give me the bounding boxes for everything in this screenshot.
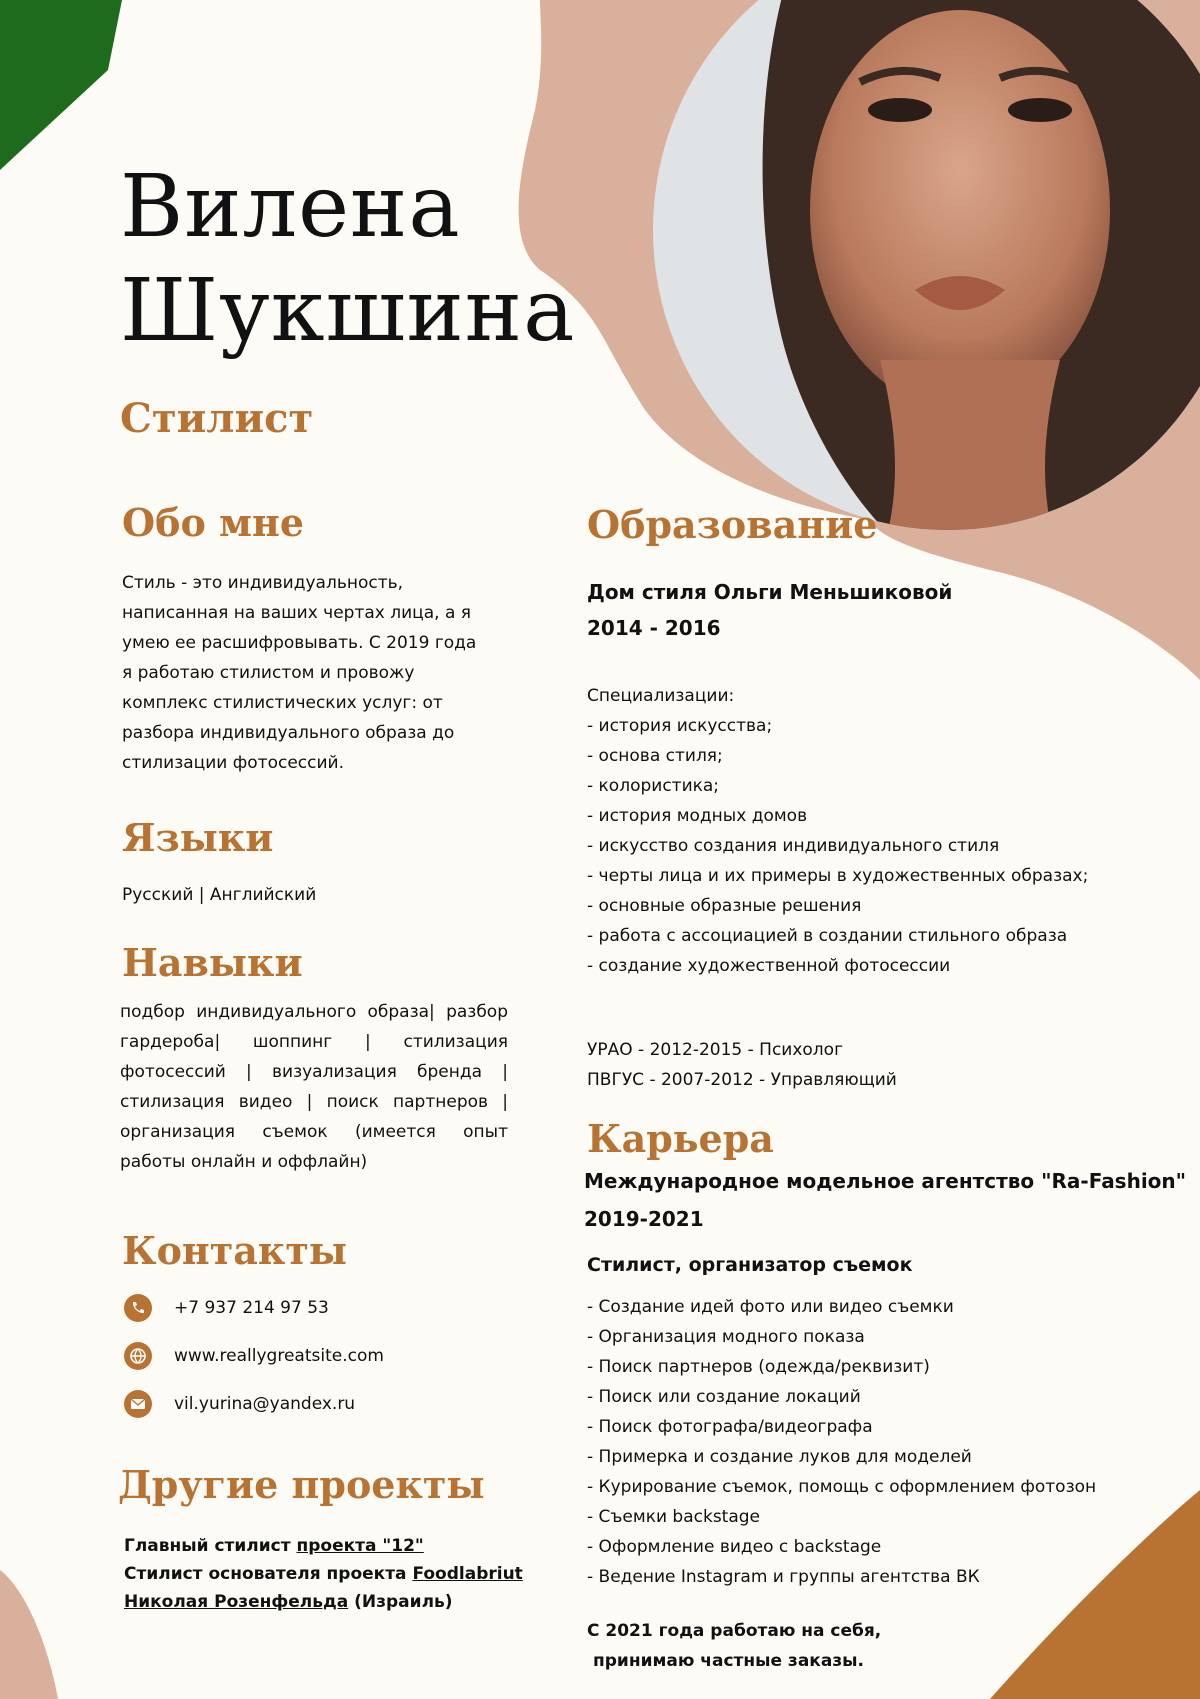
portrait-photo — [640, 0, 1200, 560]
education-other-list — [587, 1035, 897, 1095]
career-note-line-2: принимаю частные заказы. — [593, 1651, 865, 1671]
education-spec-title: Специализации: — [587, 686, 735, 706]
person-name — [120, 155, 575, 363]
education-school: Дом стиля Ольги Меньшиковой — [587, 580, 953, 604]
list-item: - Примерка и создание луков для моделей — [587, 1447, 972, 1467]
contact-website-text: www.reallygreatsite.com — [174, 1346, 384, 1366]
languages-heading: Языки — [122, 815, 274, 860]
contact-phone[interactable] — [124, 1292, 384, 1324]
list-item: - история модных домов — [587, 806, 808, 826]
list-item: - Поиск фотографа/видеографа — [587, 1417, 873, 1437]
career-company: Международное модельное агентство "Ra-Fashion" — [584, 1169, 1187, 1193]
green-corner-shape — [0, 0, 122, 170]
list-item: - основа стиля; — [587, 746, 723, 766]
contacts-heading: Контакты — [122, 1228, 347, 1273]
education-school-block — [587, 574, 952, 646]
career-note-line-1: С 2021 года работаю на себя, — [587, 1621, 882, 1641]
first-name: Вилена — [120, 157, 461, 257]
list-item: - Создание идей фото или видео съемки — [587, 1297, 954, 1317]
career-position: Стилист, организатор съемок — [587, 1254, 913, 1276]
list-item: - создание художественной фотосессии — [587, 956, 951, 976]
education-years: 2014 - 2016 — [587, 616, 721, 640]
career-heading: Карьера — [587, 1116, 774, 1161]
list-item: - основные образные решения — [587, 896, 862, 916]
contact-website[interactable] — [124, 1340, 384, 1372]
list-item: - Поиск партнеров (одежда/реквизит) — [587, 1357, 930, 1377]
career-company-block — [584, 1162, 1186, 1238]
phone-icon — [124, 1294, 152, 1322]
project-2-prefix: Стилист основателя проекта — [124, 1564, 413, 1584]
project-3-link[interactable]: Николая Розенфельда — [124, 1592, 349, 1612]
about-text: Стиль - это индивидуальность, написанная на ваших чертах лица, а я умею ее расшифровывать. С 2019 года я работаю стилистом и провожу комплекс стилистических услуг: от разбора индивидуального образа до стилизации фотосессий. — [122, 573, 477, 773]
contact-phone-text: +7 937 214 97 53 — [174, 1298, 329, 1318]
list-item: - работа с ассоциацией в создании стильного образа — [587, 926, 1068, 946]
list-item: - история искусства; — [587, 716, 773, 736]
list-item: - Поиск или создание локаций — [587, 1387, 861, 1407]
last-name: Шукшина — [120, 261, 576, 361]
projects-text — [124, 1532, 544, 1616]
about-heading: Обо мне — [122, 500, 305, 545]
job-title: Стилист — [120, 395, 314, 442]
skills-text: подбор индивидуального образа| разбор гардероба| шоппинг | стилизация фотосессий | визуализация бренда | стилизация видео | поиск партнеров | организация съемок (имеется опыт работы онлайн и оффлайн) — [120, 1002, 508, 1172]
list-item: ПВГУС - 2007-2012 - Управляющий — [587, 1070, 897, 1090]
education-heading: Образование — [587, 502, 878, 547]
contact-email-text: vil.yurina@yandex.ru — [174, 1394, 356, 1414]
project-1-prefix: Главный стилист — [124, 1536, 297, 1556]
career-duties-list — [587, 1292, 1096, 1592]
list-item: - Курирование съемок, помощь с оформлением фотозон — [587, 1477, 1097, 1497]
career-note — [587, 1616, 881, 1676]
languages-text: Русский | Английский — [122, 885, 317, 905]
list-item: - Ведение Instagram и группы агентства ВК — [587, 1567, 980, 1587]
mail-icon — [124, 1390, 152, 1418]
list-item: - Оформление видео с backstage — [587, 1537, 882, 1557]
project-2-link[interactable]: Foodlabriut — [412, 1564, 523, 1584]
project-3-suffix: (Израиль) — [348, 1592, 453, 1612]
projects-heading: Другие проекты — [118, 1462, 485, 1507]
skills-heading: Навыки — [122, 940, 303, 985]
blush-corner-shape — [0, 1570, 58, 1699]
list-item: - Организация модного показа — [587, 1327, 865, 1347]
globe-icon — [124, 1342, 152, 1370]
contact-email[interactable] — [124, 1388, 384, 1420]
list-item: - черты лица и их примеры в художественных образах; — [587, 866, 1089, 886]
education-specs-block — [587, 681, 1088, 981]
education-spec-list — [587, 711, 1088, 981]
list-item: - искусство создания индивидуального стиля — [587, 836, 1000, 856]
list-item: - Съемки backstage — [587, 1507, 761, 1527]
career-years: 2019-2021 — [584, 1207, 704, 1231]
list-item: - колористика; — [587, 776, 720, 796]
list-item: УРАО - 2012-2015 - Психолог — [587, 1040, 844, 1060]
contacts-list — [124, 1292, 384, 1436]
project-1-link[interactable]: проекта "12" — [296, 1536, 424, 1556]
